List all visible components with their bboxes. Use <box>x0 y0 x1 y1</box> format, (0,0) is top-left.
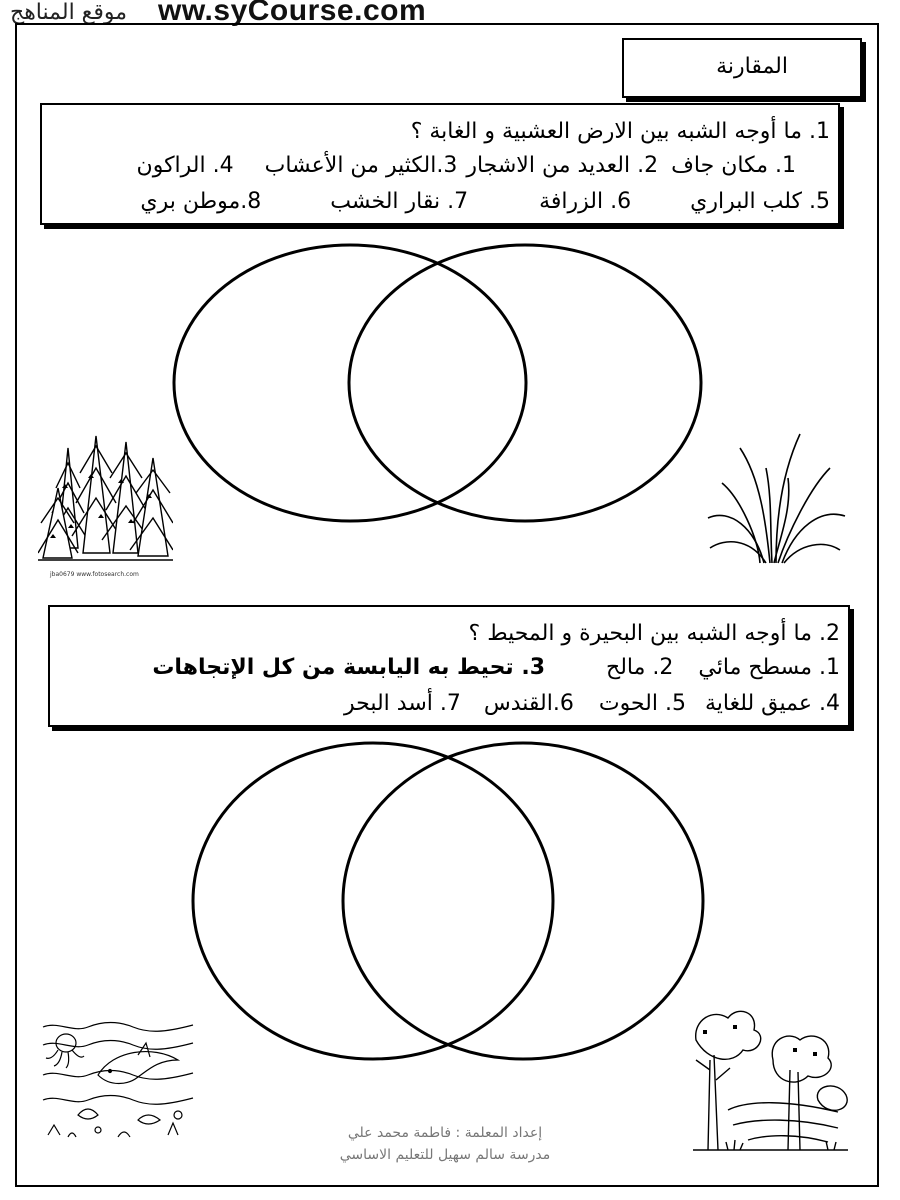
venn-diagram-1 <box>170 240 710 530</box>
question1-box <box>40 103 840 225</box>
question2-text: 2. ما أوجه الشبه بين البحيرة و المحيط ؟ <box>468 621 840 646</box>
venn2-right-circle <box>343 743 703 1059</box>
question2-option-3: 3. تحيط به اليابسة من كل الإتجاهات <box>152 655 546 680</box>
forest-trees-image <box>38 428 173 580</box>
question1-text: 1. ما أوجه الشبه بين الارض العشبية و الغابة ؟ <box>410 119 830 144</box>
question1-option-6: 6. الزرافة <box>539 189 632 214</box>
ocean-animals-image <box>38 1015 198 1145</box>
site-url[interactable]: ww.syCourse.com <box>158 0 427 27</box>
question1-option-8: 8.موطن بري <box>140 189 262 214</box>
svg-text:jba0679 www.fotosearch.com: jba0679 www.fotosearch.com <box>50 571 139 578</box>
question1-options-row2 <box>54 185 830 219</box>
footer-teacher: إعداد المعلمة : فاطمة محمد علي <box>347 1125 543 1141</box>
page-title: المقارنة <box>716 54 788 79</box>
question1-option-4: 4. الراكون <box>136 153 234 178</box>
question2-options-row1 <box>62 651 840 685</box>
question1-option-7: 7. نقار الخشب <box>330 189 469 214</box>
grass-image <box>700 428 850 568</box>
question2-option-6: 6.القندس <box>483 691 574 716</box>
site-name: موقع المناهج <box>10 0 128 25</box>
question2-box <box>48 605 850 727</box>
venn-diagram-2 <box>188 738 708 1068</box>
question2-option-5: 5. الحوت <box>598 691 686 716</box>
title-box <box>622 38 862 98</box>
lake-image <box>688 1000 853 1160</box>
question2-option-1: 1. مسطح مائي <box>698 655 840 680</box>
question2-option-7: 7. أسد البحر <box>344 691 461 716</box>
question1-option-1: 1. مكان جاف <box>671 153 796 178</box>
question1-option-5: 5. كلب البراري <box>690 189 830 214</box>
question1-options-row1 <box>54 149 796 183</box>
question2-option-4: 4. عميق للغاية <box>704 691 840 716</box>
question1-option-3: 3.الكثير من الأعشاب <box>264 153 458 178</box>
question1-line <box>54 115 830 149</box>
question1-option-2: 2. العديد من الاشجار <box>466 153 659 178</box>
question2-options-row2 <box>62 687 840 721</box>
venn2-left-circle <box>193 743 553 1059</box>
footer <box>320 1122 570 1166</box>
question2-line <box>62 617 840 651</box>
question2-option-2: 2. مالح <box>606 655 674 680</box>
footer-school: مدرسة سالم سهيل للتعليم الاساسي <box>339 1147 551 1163</box>
